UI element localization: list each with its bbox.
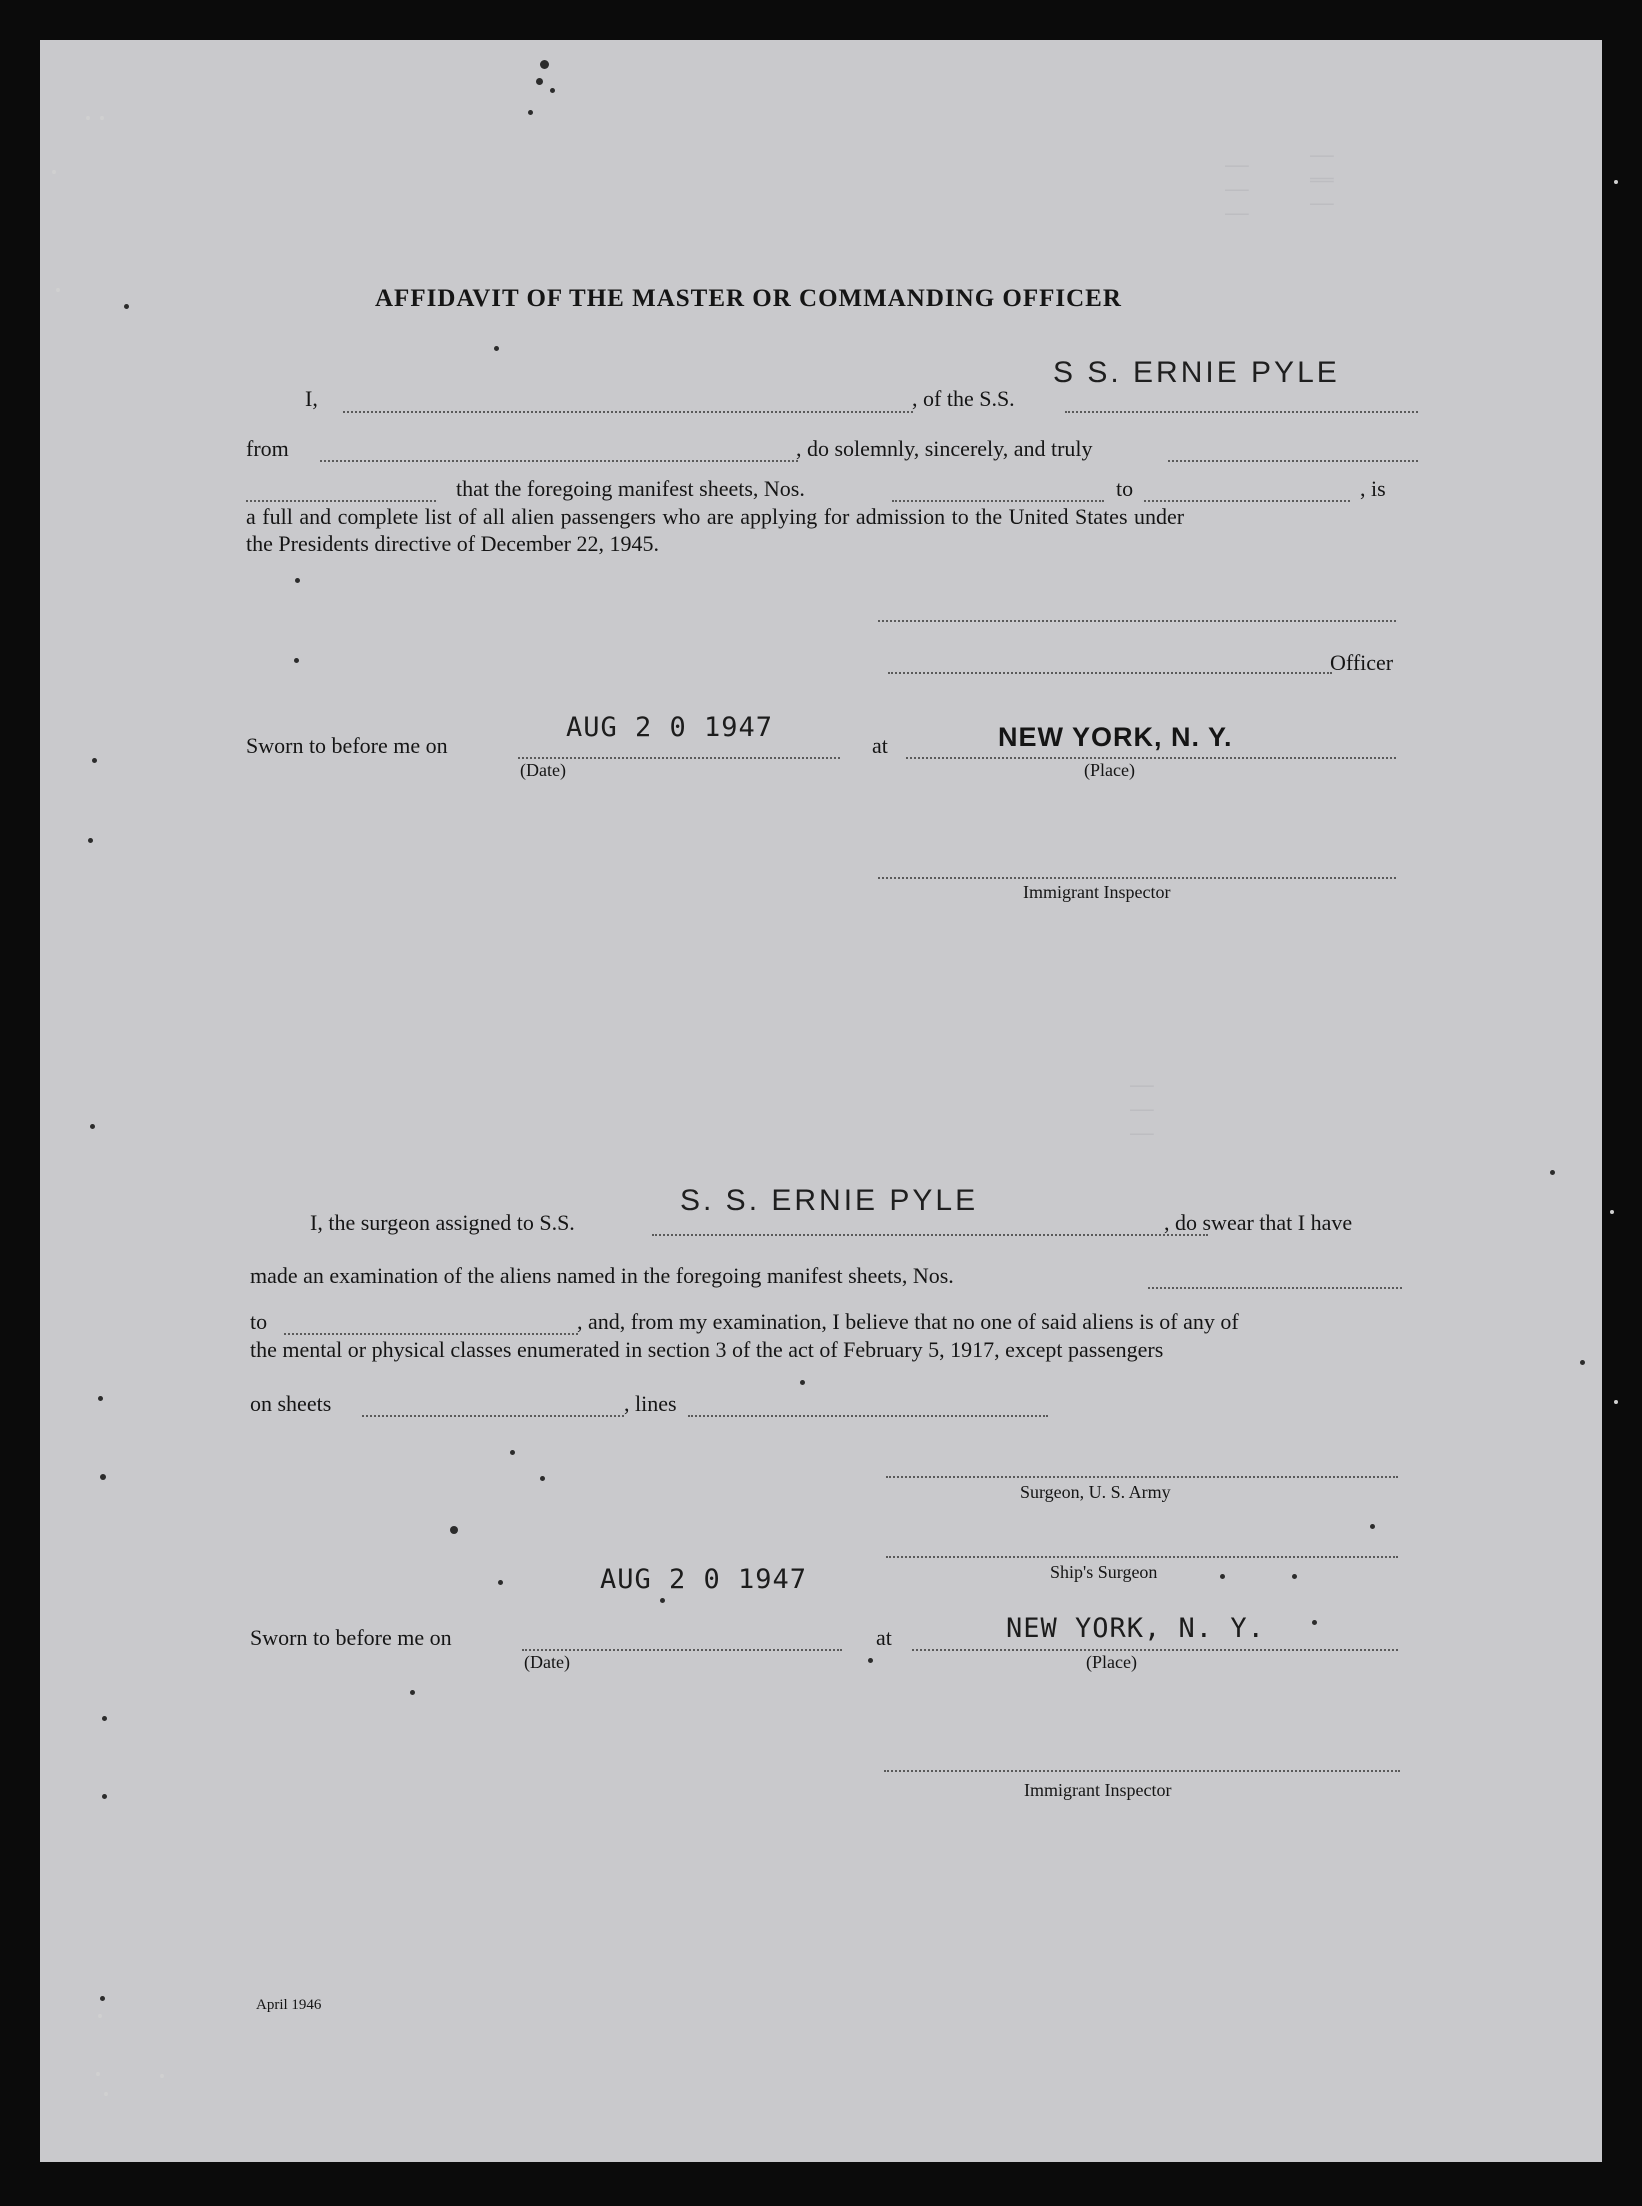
speck <box>1220 1574 1225 1579</box>
speck <box>1370 1524 1375 1529</box>
master-ship-blank <box>1065 411 1418 413</box>
surgeon-line4: the mental or physical classes enumerated in section 3 of the act of February 5, 1917, except passengers <box>250 1337 1164 1362</box>
officer-label: Officer <box>1330 650 1394 675</box>
surgeon-date-caption: (Date) <box>524 1652 570 1672</box>
master-ship-name: S S. ERNIE PYLE <box>1053 356 1340 389</box>
speck <box>90 1124 95 1129</box>
surgeon-sheet-to-blank <box>284 1333 578 1335</box>
master-inspector-line <box>878 877 1396 879</box>
surgeon-line3-prefix: to <box>250 1309 268 1334</box>
surgeon-place-caption: (Place) <box>1086 1652 1137 1672</box>
bleed-through-column: │ │ │ <box>1130 1080 1154 1141</box>
master-sworn-prefix: Sworn to before me on <box>246 733 448 758</box>
surgeon-line5-mid: , lines <box>624 1391 677 1416</box>
surgeon-ship-blank <box>652 1234 1208 1236</box>
margin-speck <box>100 116 104 120</box>
surgeon-sworn-date: AUG 2 0 1947 <box>600 1564 808 1595</box>
master-from-blank <box>320 460 798 462</box>
surgeon-lines-blank <box>688 1415 1048 1417</box>
surgeon-line5-prefix: on sheets <box>250 1391 332 1416</box>
bleed-through-column: │ │ │ <box>1225 160 1249 221</box>
speck <box>88 838 93 843</box>
speck <box>124 304 129 309</box>
surgeon-ship-name: S. S. ERNIE PYLE <box>680 1184 979 1217</box>
master-line2-mid: , do solemnly, sincerely, and truly <box>796 436 1093 461</box>
master-line3-end: , is <box>1360 476 1386 501</box>
ship-surgeon-signature-line <box>886 1556 1398 1558</box>
margin-speck <box>160 2074 164 2078</box>
master-line1-prefix: I, <box>305 386 318 411</box>
surgeon-line1-prefix: I, the surgeon assigned to S.S. <box>310 1210 575 1235</box>
speck <box>536 78 543 85</box>
margin-speck <box>86 116 90 120</box>
master-sheet-from-blank <box>892 500 1104 502</box>
margin-speck <box>98 2014 102 2018</box>
document-page <box>40 40 1602 2162</box>
speck <box>92 758 97 763</box>
speck <box>1292 1574 1297 1579</box>
surgeon-inspector-line <box>884 1770 1400 1772</box>
master-at-label: at <box>872 733 888 758</box>
master-place-caption: (Place) <box>1084 760 1135 780</box>
speck <box>540 60 549 69</box>
speck <box>294 658 299 663</box>
master-line5: the Presidents directive of December 22, 1945. <box>246 531 659 556</box>
surgeon-line3-end: , and, from my examination, I believe that no one of said aliens is of any of <box>577 1309 1239 1334</box>
army-surgeon-signature-line <box>886 1476 1398 1478</box>
margin-speck <box>104 2092 108 2096</box>
bleed-through-column: │ ║ │ <box>1310 150 1334 211</box>
form-date: April 1946 <box>256 1997 322 2013</box>
surgeon-sheet-from-blank <box>1148 1287 1402 1289</box>
speck <box>100 1474 106 1480</box>
margin-speck <box>1614 1400 1618 1404</box>
surgeon-date-blank <box>522 1649 842 1651</box>
ship-surgeon-label: Ship's Surgeon <box>1050 1562 1158 1582</box>
speck <box>1312 1620 1317 1625</box>
master-line1-mid: , of the S.S. <box>912 386 1015 411</box>
master-date-blank <box>518 757 840 759</box>
master-inspector-label: Immigrant Inspector <box>1023 882 1171 902</box>
surgeon-at-label: at <box>876 1625 892 1650</box>
master-place-blank <box>906 757 1396 759</box>
margin-speck <box>1610 1210 1614 1214</box>
master-signature-line <box>878 620 1396 622</box>
master-sworn-place: NEW YORK, N. Y. <box>998 722 1233 752</box>
speck <box>868 1658 873 1663</box>
speck <box>800 1380 805 1385</box>
speck <box>1580 1360 1585 1365</box>
speck <box>102 1794 107 1799</box>
master-affidavit-title: AFFIDAVIT OF THE MASTER OR COMMANDING OFFICER <box>375 285 1122 312</box>
master-line2-prefix: from <box>246 436 289 461</box>
master-line4: a full and complete list of all alien passengers who are applying for admission to the United States under <box>246 504 1185 529</box>
surgeon-inspector-label: Immigrant Inspector <box>1024 1780 1172 1800</box>
master-name-blank <box>343 411 913 413</box>
surgeon-line1-end: , do swear that I have <box>1164 1210 1353 1235</box>
speck <box>100 1996 105 2001</box>
master-truly-blank <box>1168 460 1418 462</box>
speck <box>102 1716 107 1721</box>
surgeon-sworn-place: NEW YORK, N. Y. <box>1006 1613 1265 1644</box>
surgeon-army-label: Surgeon, U. S. Army <box>1020 1482 1171 1502</box>
speck <box>295 578 300 583</box>
master-line3-mid: that the foregoing manifest sheets, Nos. <box>456 476 805 501</box>
speck <box>660 1598 665 1603</box>
officer-signature-line <box>888 672 1332 674</box>
speck <box>540 1476 545 1481</box>
margin-speck <box>52 170 56 174</box>
speck <box>410 1690 415 1695</box>
surgeon-place-blank <box>912 1649 1398 1651</box>
speck <box>510 1450 515 1455</box>
master-line3-lead-blank <box>246 500 436 502</box>
speck <box>494 346 499 351</box>
master-sheet-to-blank <box>1144 500 1350 502</box>
speck <box>498 1580 503 1585</box>
margin-speck <box>96 2072 100 2076</box>
speck <box>450 1526 458 1534</box>
master-line3-to: to <box>1116 476 1134 501</box>
margin-speck <box>1614 180 1618 184</box>
speck <box>550 88 555 93</box>
surgeon-sworn-prefix: Sworn to before me on <box>250 1625 452 1650</box>
master-sworn-date: AUG 2 0 1947 <box>566 712 774 743</box>
surgeon-sheets-blank <box>362 1415 624 1417</box>
master-date-caption: (Date) <box>520 760 566 780</box>
speck <box>98 1396 103 1401</box>
surgeon-line2: made an examination of the aliens named in the foregoing manifest sheets, Nos. <box>250 1263 954 1288</box>
speck <box>1550 1170 1555 1175</box>
margin-speck <box>56 288 60 292</box>
speck <box>528 110 533 115</box>
